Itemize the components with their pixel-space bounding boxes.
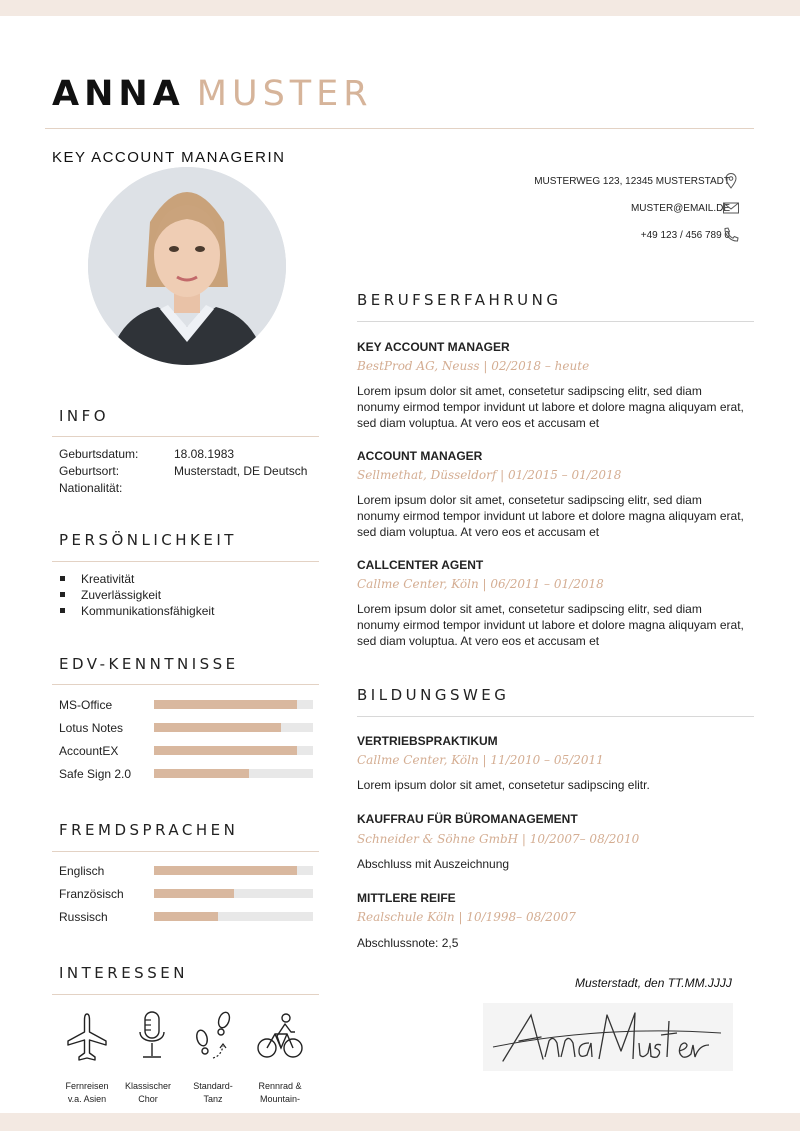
skill-bar-fill: [154, 746, 297, 755]
education-title: VERTRIEBSPRAKTIKUM: [357, 734, 498, 748]
last-name: MUSTER: [196, 74, 373, 114]
language-bar: [154, 889, 313, 898]
language-bar-fill: [154, 912, 218, 921]
language-bar-fill: [154, 866, 297, 875]
cyclist-icon: [257, 1010, 303, 1064]
language-bar-fill: [154, 889, 234, 898]
header-divider: [45, 128, 754, 129]
interest-cycling: [245, 1080, 315, 1106]
education-institution: Callme Center, Köln | 11/2010 – 05/2011: [357, 753, 604, 767]
interest-label: Klassischer: [124, 1081, 171, 1091]
skill-bar-fill: [154, 723, 281, 732]
interest-label: Rennrad &: [258, 1081, 302, 1091]
envelope-icon: [722, 199, 740, 217]
education-title: KAUFFRAU FÜR BÜROMANAGEMENT: [357, 812, 578, 826]
education-description: Abschluss mit Auszeichnung: [357, 857, 510, 871]
it-skills-divider: [52, 684, 319, 685]
language-bar: [154, 912, 313, 921]
job-title: CALLCENTER AGENT: [357, 558, 484, 572]
top-band: [0, 0, 800, 16]
handwritten-signature: [483, 1003, 733, 1071]
job-description: Lorem ipsum dolor sit amet, consetetur sadipscing elitr, sed diam nonumy eirmod tempor invidunt ut labore et dolore magna aliquyam erat, sed diam voluptua. At vero eos et accusam et: [357, 493, 744, 539]
job-company: BestProd AG, Neuss | 02/2018 – heute: [357, 359, 590, 373]
education-description: Lorem ipsum dolor sit amet, consetetur sadipscing elitr.: [357, 778, 650, 792]
skill-label: Lotus Notes: [59, 721, 124, 735]
job-company: Sellmethat, Düsseldorf | 01/2015 – 01/2018: [357, 468, 622, 482]
interest-label: Fernreisen: [65, 1081, 109, 1091]
personality-divider: [52, 561, 319, 562]
language-label: Englisch: [59, 864, 105, 878]
languages-divider: [52, 851, 319, 852]
education-title: MITTLERE REIFE: [357, 891, 456, 905]
job-title: ACCOUNT MANAGER: [357, 449, 483, 463]
language-label: Russisch: [59, 910, 108, 924]
interest-label: Standard-: [193, 1081, 233, 1091]
experience-heading: BERUFSERFAHRUNG: [357, 291, 562, 309]
info-heading: INFO: [59, 407, 110, 425]
info-value-birthdate: 18.08.1983: [174, 447, 235, 461]
interest-choir: [113, 1080, 183, 1106]
education-institution: Schneider & Söhne GmbH | 10/2007– 08/2010: [357, 832, 640, 846]
education-description: Abschlussnote: 2,5: [357, 936, 459, 950]
skill-label: MS-Office: [59, 698, 113, 712]
info-label-birthdate: Geburtsdatum:: [59, 447, 139, 461]
skill-bar-fill: [154, 769, 249, 778]
job-title: KEY ACCOUNT MANAGERIN: [52, 149, 286, 166]
place-date: Musterstadt, den TT.MM.JJJJ: [575, 976, 732, 990]
interest-label: v.a. Asien: [67, 1094, 107, 1104]
education-heading: BILDUNGSWEG: [357, 686, 510, 704]
first-name: ANNA: [52, 74, 185, 114]
job-description: Lorem ipsum dolor sit amet, consetetur sadipscing elitr, sed diam nonumy eirmod tempor invidunt ut labore et dolore magna aliquyam erat, sed diam voluptua. At vero eos et accusam et: [357, 384, 744, 430]
airplane-icon: [64, 1010, 110, 1064]
job-description: Lorem ipsum dolor sit amet, consetetur sadipscing elitr, sed diam nonumy eirmod tempor invidunt ut labore et dolore magna aliquyam erat, sed diam voluptua. At vero eos et accusam et: [357, 602, 744, 648]
full-name: [52, 72, 373, 116]
interest-dance: [178, 1080, 248, 1106]
language-label: Französisch: [59, 887, 124, 901]
experience-divider: [357, 321, 754, 322]
skill-bar: [154, 746, 313, 755]
personality-heading: PERSÖNLICHKEIT: [59, 531, 237, 549]
phone-icon: [722, 226, 740, 244]
education-institution: Realschule Köln | 10/1998– 08/2007: [357, 910, 576, 924]
it-skills-heading: EDV-KENNTNISSE: [59, 655, 239, 673]
skill-bar: [154, 769, 313, 778]
interest-label: Tanz: [203, 1094, 223, 1104]
interest-travel: [52, 1080, 122, 1106]
microphone-icon: [129, 1010, 175, 1064]
info-value-birthplace: Musterstadt, DE Deutsch: [174, 464, 308, 478]
education-divider: [357, 716, 754, 717]
skill-label: Safe Sign 2.0: [59, 767, 132, 781]
contact-address: MUSTERWEG 123, 12345 MUSTERSTADT: [534, 176, 730, 187]
list-item: Kreativität: [60, 571, 214, 587]
interests-divider: [52, 994, 319, 995]
skill-bar-fill: [154, 700, 297, 709]
dance-steps-icon: [191, 1010, 237, 1064]
profile-photo: [88, 167, 286, 365]
languages-heading: FREMDSPRACHEN: [59, 821, 239, 839]
contact-email[interactable]: MUSTER@EMAIL.DE: [630, 203, 730, 214]
info-label-birthplace: Geburtsort:: [59, 464, 120, 478]
contact-phone[interactable]: +49 123 / 456 789 0: [640, 230, 730, 241]
interests-heading: INTERESSEN: [59, 964, 188, 982]
language-bar: [154, 866, 313, 875]
job-company: Callme Center, Köln | 06/2011 – 01/2018: [357, 577, 604, 591]
skill-bar: [154, 723, 313, 732]
list-item: Zuverlässigkeit: [60, 587, 214, 603]
info-label-nationality: Nationalität:: [59, 481, 123, 495]
job-title: KEY ACCOUNT MANAGER: [357, 340, 510, 354]
list-item: Kommunikationsfähigkeit: [60, 603, 214, 619]
interest-label: Chor: [138, 1094, 158, 1104]
skill-label: AccountEX: [59, 744, 119, 758]
info-divider: [52, 436, 319, 437]
location-pin-icon: [722, 172, 740, 190]
interest-label: Mountain-: [259, 1094, 301, 1104]
personality-list: [60, 571, 214, 619]
bottom-band: [0, 1113, 800, 1131]
skill-bar: [154, 700, 313, 709]
